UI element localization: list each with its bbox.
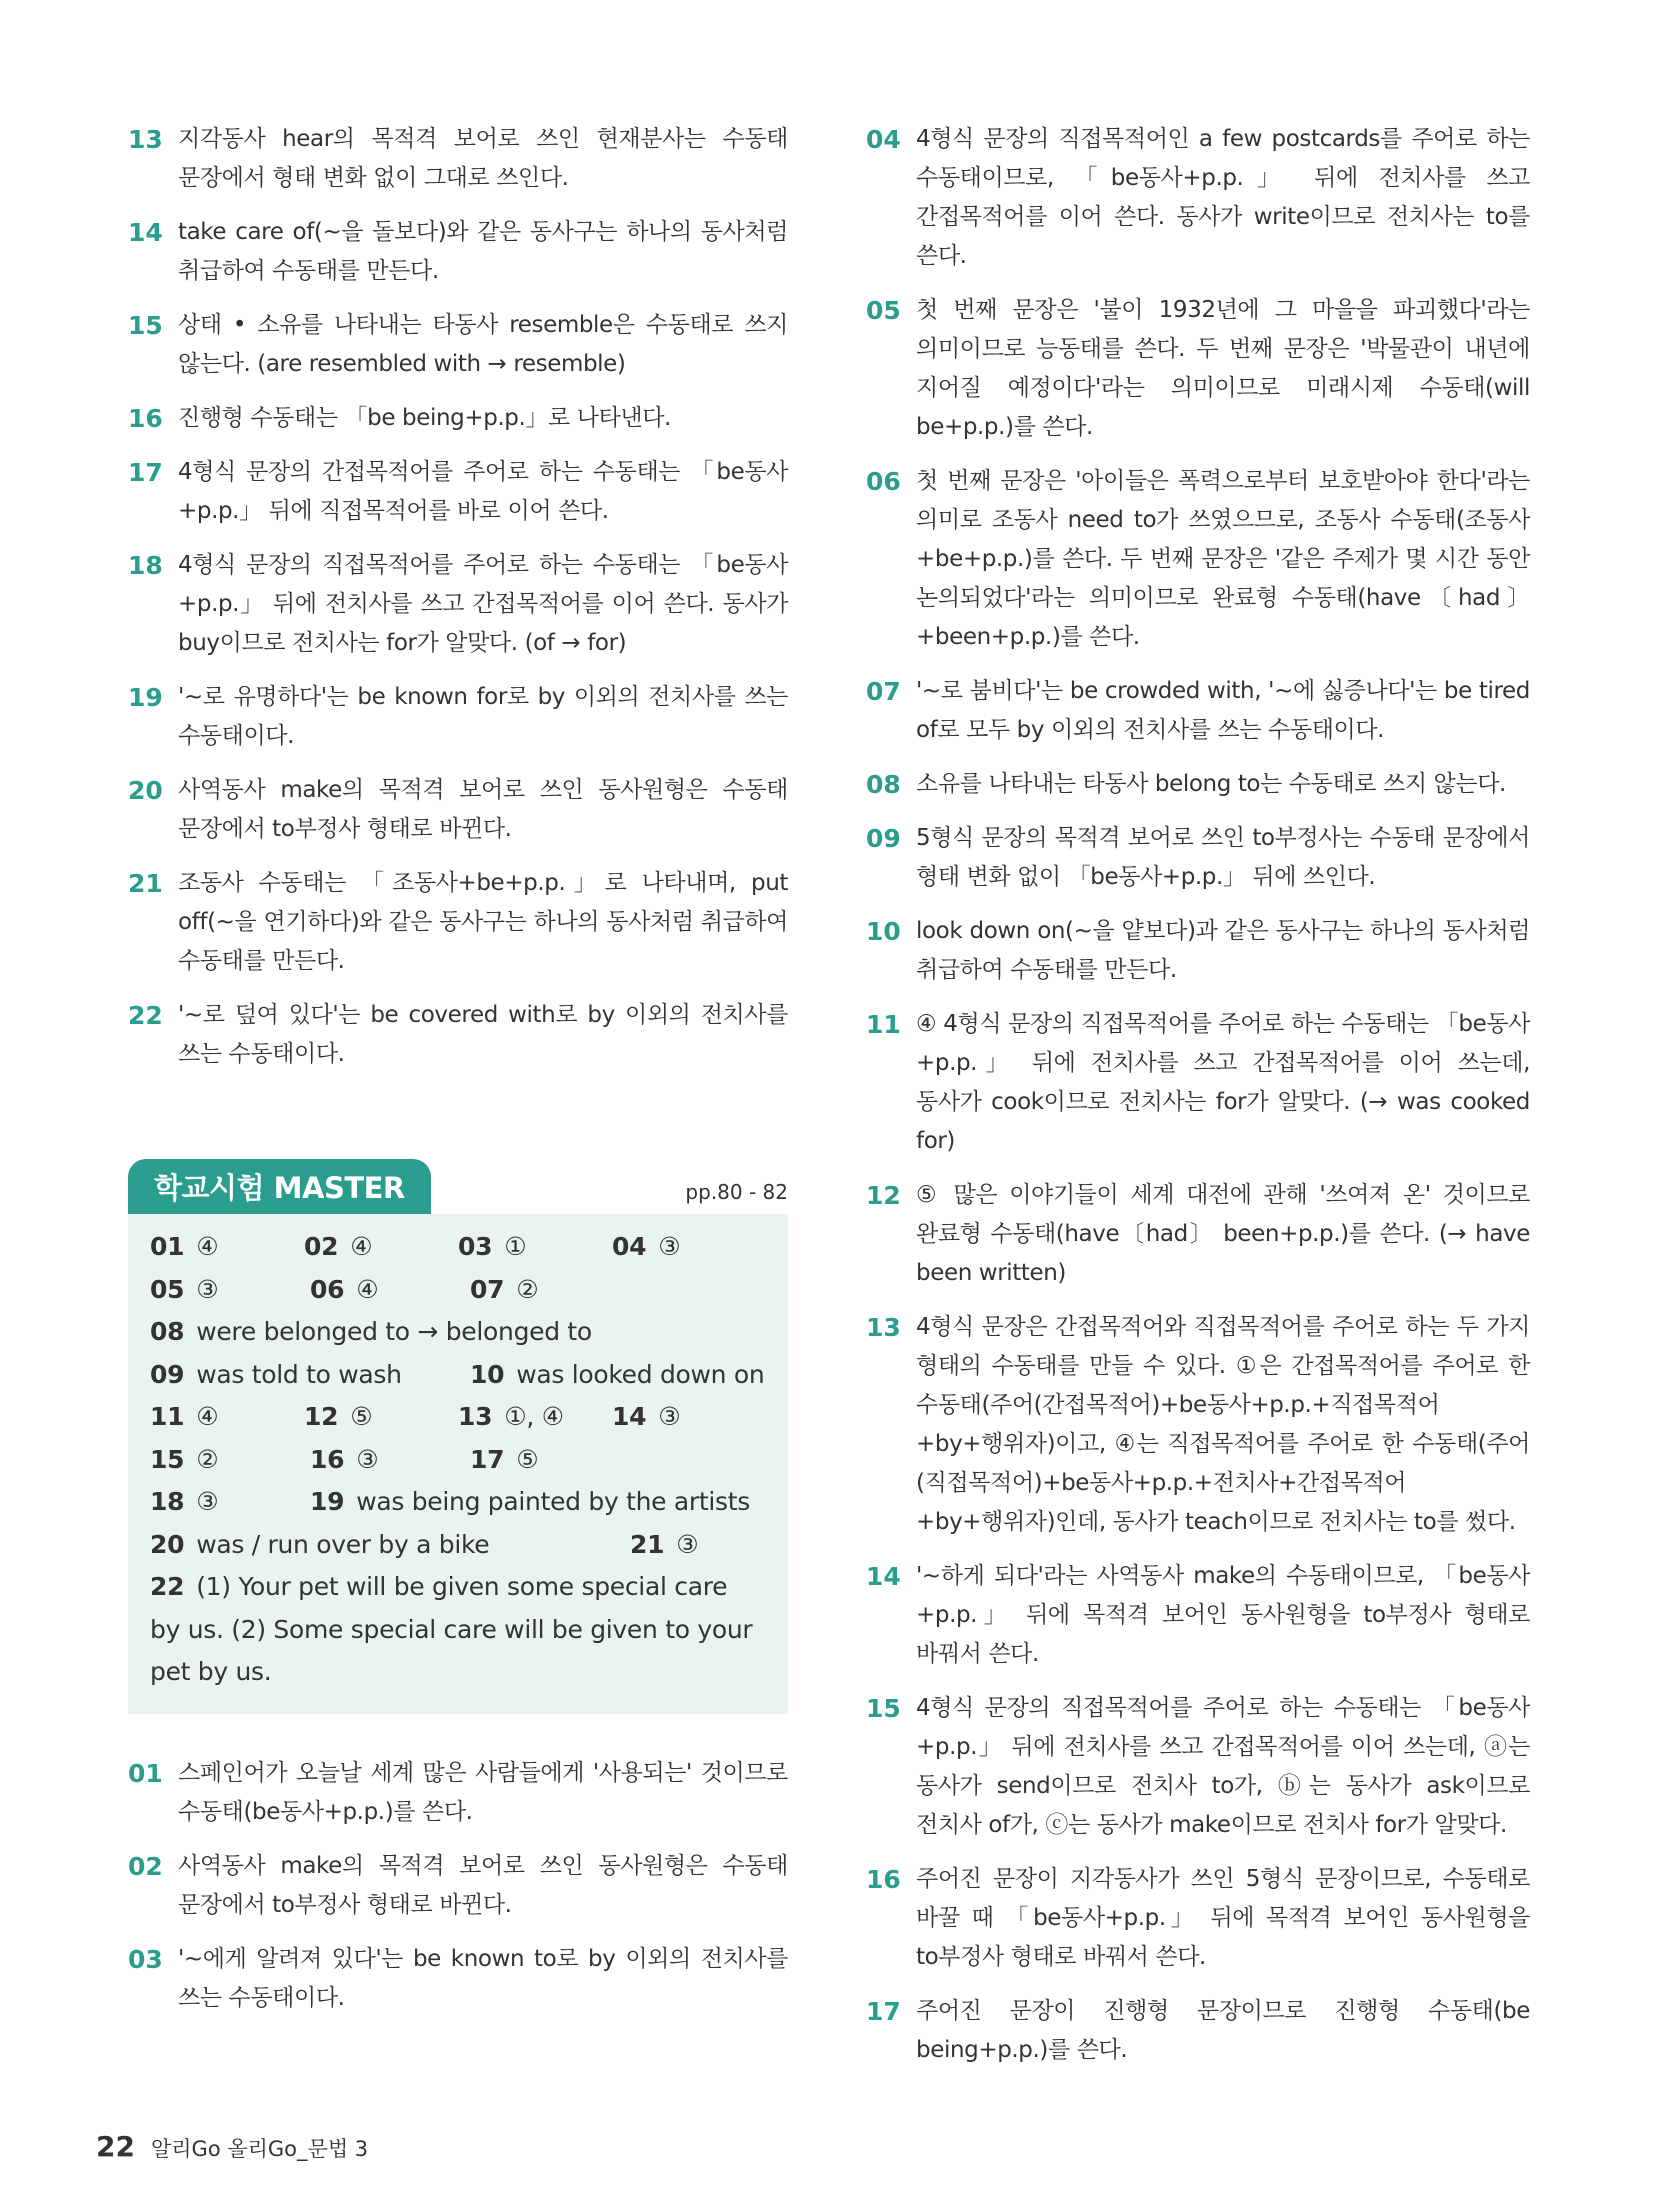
answer-row xyxy=(150,1311,766,1354)
explanation-item xyxy=(866,120,1530,276)
page-number: 22 xyxy=(96,2130,135,2163)
item-number: 08 xyxy=(866,770,901,799)
item-text: 4형식 문장은 간접목적어와 직접목적어를 주어로 하는 두 가지 형태의 수동태를 만들 수 있다. ①은 간접목적어를 주어로 한 수동태(주어(간접목적어)+be동사+p.p.+직접목적어+by+행위자)이고, ④는 직접목적어를 주어로 한 수동태(주어(직접목적어)+be동사+p.p.+전치사+간접목적어+by+행위자)인데, 동사가 teach이므로 전치사는 to를 썼다. xyxy=(916,1314,1530,1535)
answer-number: 15 xyxy=(150,1444,185,1474)
item-number: 16 xyxy=(866,1865,901,1894)
answer-number: 16 xyxy=(310,1444,345,1474)
answer-key-box xyxy=(128,1214,788,1714)
explanation-item xyxy=(128,1940,788,2018)
item-text: '~에게 알려져 있다'는 be known to로 by 이외의 전치사를 쓰는 수동태이다. xyxy=(178,1945,788,2011)
master-header xyxy=(128,1159,788,1214)
answer-row xyxy=(150,1481,766,1524)
item-text: '~로 덮여 있다'는 be covered with로 by 이외의 전치사를 쓰는 수동태이다. xyxy=(178,1002,788,1067)
book-title: 알리Go 올리Go_문법 3 xyxy=(150,2137,369,2161)
answer-number: 01 xyxy=(150,1232,185,1261)
item-number: 11 xyxy=(866,1010,901,1039)
item-text: 소유를 나타내는 타동사 belong to는 수동태로 쓰지 않는다. xyxy=(916,771,1506,797)
answer-row xyxy=(150,1354,766,1397)
explanation-item xyxy=(866,672,1530,750)
explanation-item xyxy=(128,120,788,198)
item-text: 사역동사 make의 목적격 보어로 쓰인 동사원형은 수동태 문장에서 to부정사 형태로 바뀐다. xyxy=(178,1852,788,1918)
item-text: 상태 • 소유를 나타내는 타동사 resemble은 수동태로 쓰지 않는다. (are resembled with → resemble) xyxy=(178,312,788,377)
answer-number: 08 xyxy=(150,1317,185,1346)
item-text: 4형식 문장의 직접목적어를 주어로 하는 수동태는 「be동사+p.p.」 뒤에 전치사를 쓰고 간접목적어를 이어 쓴다. 동사가 buy이므로 전치사는 for가 알맞다. (of → for) xyxy=(178,552,788,656)
answer-value: ④ xyxy=(350,1232,373,1261)
item-text: 첫 번째 문장은 '불이 1932년에 그 마을을 파괴했다'라는 의미이므로 능동태를 쓴다. 두 번째 문장은 '박물관이 내년에 지어질 예정이다'라는 의미이므로 미래시제 수동태(will be+p.p.)를 쓴다. xyxy=(916,297,1530,440)
answer-row xyxy=(150,1226,766,1269)
explanation-item xyxy=(128,546,788,663)
item-number: 20 xyxy=(128,776,163,805)
answer-number: 06 xyxy=(310,1274,345,1304)
item-number: 12 xyxy=(866,1181,901,1210)
answer-value: ③ xyxy=(196,1487,219,1516)
answer-row xyxy=(150,1566,766,1694)
item-number: 02 xyxy=(128,1851,163,1881)
explanation-item xyxy=(866,1557,1530,1674)
answer-number: 07 xyxy=(470,1274,505,1304)
left-column xyxy=(128,120,788,2033)
answer-number: 21 xyxy=(630,1529,665,1559)
answer-value: ① xyxy=(504,1232,527,1261)
item-number: 18 xyxy=(128,551,163,580)
answer-number: 10 xyxy=(470,1359,505,1389)
explanation-item xyxy=(128,678,788,756)
item-number: 15 xyxy=(866,1694,901,1723)
answer-number: 13 xyxy=(458,1402,493,1431)
answer-value: ③ xyxy=(196,1274,219,1304)
explanation-item xyxy=(128,399,788,438)
explanation-item xyxy=(866,912,1530,990)
item-text: 4형식 문장의 간접목적어를 주어로 하는 수동태는 「be동사+p.p.」 뒤에 직접목적어를 바로 이어 쓴다. xyxy=(178,459,788,524)
explanation-item xyxy=(128,306,788,384)
answer-list-a xyxy=(128,120,788,1074)
answer-list-b xyxy=(128,1754,788,2018)
answer-value: by us. (2) Some special care will be given to your xyxy=(150,1614,753,1644)
answer-value: was looked down on xyxy=(516,1359,765,1389)
item-number: 05 xyxy=(866,296,901,325)
item-number: 15 xyxy=(128,311,163,340)
item-text: '~로 유명하다'는 be known for로 by 이외의 전치사를 쓰는 수동태이다. xyxy=(178,684,788,749)
answer-value: pet by us. xyxy=(150,1657,272,1686)
answer-value: ② xyxy=(516,1274,539,1304)
answer-value: was / run over by a bike xyxy=(196,1529,490,1559)
explanation-item xyxy=(866,1992,1530,2070)
item-number: 01 xyxy=(128,1758,163,1788)
answer-value: ④ xyxy=(196,1232,219,1261)
explanation-item xyxy=(866,765,1530,804)
item-text: 4형식 문장의 직접목적어를 주어로 하는 수동태는 「be동사+p.p.」 뒤에 전치사를 쓰고 간접목적어를 이어 쓰는데, ⓐ는 동사가 send이므로 전치사 to가, ⓑ는 동사가 ask이므로 전치사 of가, ⓒ는 동사가 make이므로 전치사 for가 알맞다. xyxy=(916,1695,1530,1838)
explanation-item xyxy=(128,771,788,849)
answer-number: 11 xyxy=(150,1402,185,1431)
answer-value: ② xyxy=(196,1444,219,1474)
item-text: look down on(~을 얕보다)과 같은 동사구는 하나의 동사처럼 취급하여 수동태를 만든다. xyxy=(916,918,1530,983)
explanation-item xyxy=(866,462,1530,657)
explanation-item xyxy=(128,996,788,1074)
explanation-item xyxy=(866,819,1530,897)
item-text: 사역동사 make의 목적격 보어로 쓰인 동사원형은 수동태 문장에서 to부정사 형태로 바뀐다. xyxy=(178,777,788,842)
answer-number: 12 xyxy=(304,1402,339,1431)
item-text: 첫 번째 문장은 '아이들은 폭력으로부터 보호받아야 한다'라는 의미로 조동사 need to가 쓰였으므로, 조동사 수동태(조동사+be+p.p.)를 쓴다. 두 번째 문장은 '같은 주제가 몇 시간 동안 논의되었다'라는 의미이므로 완료형 수동태(have〔had〕+been+p.p.)를 쓴다. xyxy=(916,468,1530,650)
answer-number: 17 xyxy=(470,1444,505,1474)
item-number: 07 xyxy=(866,677,901,706)
answer-number: 04 xyxy=(612,1232,647,1261)
item-text: 주어진 문장이 진행형 문장이므로 진행형 수동태(be being+p.p.)를 쓴다. xyxy=(916,1998,1530,2063)
item-number: 17 xyxy=(128,458,163,487)
answer-row xyxy=(150,1524,766,1567)
item-number: 10 xyxy=(866,917,901,946)
explanation-item xyxy=(128,1754,788,1832)
explanation-item xyxy=(866,1005,1530,1161)
item-text: 5형식 문장의 목적격 보어로 쓰인 to부정사는 수동태 문장에서 형태 변화 없이 「be동사+p.p.」 뒤에 쓰인다. xyxy=(916,825,1530,890)
answer-row xyxy=(150,1396,766,1439)
answer-value: was being painted by the artists xyxy=(356,1487,750,1516)
explanation-item xyxy=(128,864,788,981)
explanation-item xyxy=(128,213,788,291)
item-number: 14 xyxy=(128,218,163,247)
explanation-item xyxy=(866,291,1530,447)
right-column xyxy=(866,120,1530,2085)
answer-number: 14 xyxy=(612,1402,647,1431)
answer-number: 22 xyxy=(150,1572,185,1601)
item-number: 13 xyxy=(128,125,163,154)
explanation-item xyxy=(866,1308,1530,1542)
master-page-range: pp.80 - 82 xyxy=(685,1180,788,1204)
answer-value: ③ xyxy=(356,1444,379,1474)
item-text: 주어진 문장이 지각동사가 쓰인 5형식 문장이므로, 수동태로 바꿀 때 「be동사+p.p.」 뒤에 목적격 보어인 동사원형을 to부정사 형태로 바꿔서 쓴다. xyxy=(916,1866,1530,1970)
item-text: take care of(~을 돌보다)와 같은 동사구는 하나의 동사처럼 취급하여 수동태를 만든다. xyxy=(178,219,788,284)
answer-row xyxy=(150,1439,766,1482)
answer-value: ①, ④ xyxy=(504,1402,564,1431)
answer-number: 02 xyxy=(304,1232,339,1261)
item-number: 13 xyxy=(866,1313,901,1342)
explanation-item xyxy=(128,453,788,531)
master-title-tab: 학교시험 MASTER xyxy=(128,1159,431,1214)
explanation-item xyxy=(128,1847,788,1925)
answer-number: 18 xyxy=(150,1487,185,1516)
item-text: 지각동사 hear의 목적격 보어로 쓰인 현재분사는 수동태 문장에서 형태 변화 없이 그대로 쓰인다. xyxy=(178,126,788,191)
item-text: 스페인어가 오늘날 세계 많은 사람들에게 '사용되는' 것이므로 수동태(be동사+p.p.)를 쓴다. xyxy=(178,1759,788,1825)
answer-value: was told to wash xyxy=(196,1359,402,1389)
answer-number: 03 xyxy=(458,1232,493,1261)
item-number: 14 xyxy=(866,1562,901,1591)
answer-value: ④ xyxy=(196,1402,219,1431)
item-text: '~하게 되다'라는 사역동사 make의 수동태이므로, 「be동사+p.p.」 뒤에 목적격 보어인 동사원형을 to부정사 형태로 바꿔서 쓴다. xyxy=(916,1563,1530,1667)
answer-value: ④ xyxy=(356,1274,379,1304)
page-footer xyxy=(96,2130,368,2163)
answer-value: were belonged to → belonged to xyxy=(196,1317,592,1346)
item-number: 03 xyxy=(128,1944,163,1974)
item-number: 06 xyxy=(866,467,901,496)
item-number: 09 xyxy=(866,824,901,853)
school-exam-master-section xyxy=(128,1159,788,1714)
answer-row xyxy=(150,1269,766,1312)
answer-number: 05 xyxy=(150,1274,185,1304)
answer-value: ⑤ xyxy=(516,1444,539,1474)
item-text: 조동사 수동태는 「조동사+be+p.p.」로 나타내며, put off(~을 연기하다)와 같은 동사구는 하나의 동사처럼 취급하여 수동태를 만든다. xyxy=(178,870,788,974)
item-number: 17 xyxy=(866,1997,901,2026)
answer-value: ③ xyxy=(676,1529,699,1559)
item-number: 21 xyxy=(128,869,163,898)
explanation-item xyxy=(866,1860,1530,1977)
answer-value: ③ xyxy=(658,1402,681,1431)
item-text: '~로 붐비다'는 be crowded with, '~에 싫증나다'는 be tired of로 모두 by 이외의 전치사를 쓰는 수동태이다. xyxy=(916,678,1530,743)
item-text: ⑤ 많은 이야기들이 세계 대전에 관해 '쓰여져 온' 것이므로 완료형 수동태(have〔had〕 been+p.p.)를 쓴다. (→ have been written) xyxy=(916,1182,1530,1286)
answer-value: (1) Your pet will be given some special care xyxy=(196,1572,728,1601)
explanation-item xyxy=(866,1689,1530,1845)
item-text: ④ 4형식 문장의 직접목적어를 주어로 하는 수동태는 「be동사+p.p.」 뒤에 전치사를 쓰고 간접목적어를 이어 쓰는데, 동사가 cook이므로 전치사는 for가 알맞다. (→ was cooked for) xyxy=(916,1011,1530,1154)
answer-number: 20 xyxy=(150,1529,185,1559)
explanation-item xyxy=(866,1176,1530,1293)
answer-number: 19 xyxy=(310,1487,345,1516)
item-text: 4형식 문장의 직접목적어인 a few postcards를 주어로 하는 수동태이므로, 「be동사+p.p.」 뒤에 전치사를 쓰고 간접목적어를 이어 쓴다. 동사가 write이므로 전치사는 to를 쓴다. xyxy=(916,126,1530,269)
item-number: 22 xyxy=(128,1001,163,1030)
answer-value: ⑤ xyxy=(350,1402,373,1431)
item-number: 04 xyxy=(866,125,901,154)
item-text: 진행형 수동태는 「be being+p.p.」로 나타낸다. xyxy=(178,405,671,431)
item-number: 16 xyxy=(128,404,163,433)
item-number: 19 xyxy=(128,683,163,712)
answer-value: ③ xyxy=(658,1232,681,1261)
answer-number: 09 xyxy=(150,1359,185,1389)
